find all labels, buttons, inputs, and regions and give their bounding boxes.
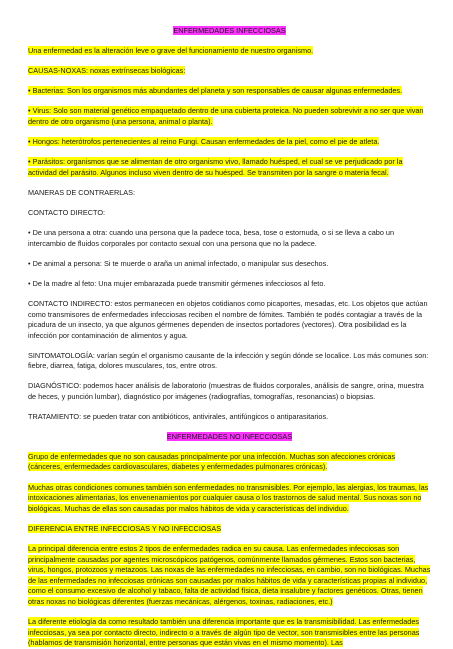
heading-maneras: MANERAS DE CONTRAERLAS: xyxy=(28,187,136,197)
paragraph-parasitos: • Parásitos: organismos que se alimentan de otro organismo vivo, llamado huésped, el cual se ve perjudicado por la actividad del parásito. Algunos incluso viven dentro de su huésped. Se transmiten por la sangre o materia fecal. xyxy=(28,157,403,177)
title-line xyxy=(28,26,431,37)
section-title-no-infecciosas: ENFERMEDADES NO INFECCIOSAS xyxy=(166,431,293,441)
paragraph-bacterias: • Bacterias: Son los organismos más abundantes del planeta y son responsables de causar algunas enfermedades. xyxy=(28,86,403,96)
paragraph-diagnostico: DIAGNÓSTICO: podemos hacer análisis de laboratorio (muestras de fluidos corporales, análisis de sangre, orina, muestra de heces, y punción lumbar), diagnóstico por imágenes (radiografías, tomografías, resonancias) o biopsias. xyxy=(28,381,424,402)
paragraph-sintomatologia: SINTOMATOLOGÍA: varían según el organismo causante de la infección y según dónde se localice. Los más comunes son: fiebre, diarrea, fatiga, dolores musculares, tos, entre otros. xyxy=(28,350,429,371)
heading-contacto-directo: CONTACTO DIRECTO: xyxy=(28,207,106,217)
paragraph-no-infecciosas: Grupo de enfermedades que no son causadas principalmente por una infección. Muchas son afecciones crónicas (cánceres, enfermedades cardiovasculares, diabetes y enfermedades pulmonares crónicas). xyxy=(28,451,396,472)
paragraph-contacto-indirecto: CONTACTO INDIRECTO: estos permanecen en objetos cotidianos como picaportes, mesadas, etc. Los objetos que actúan como transmisores de enfermedades infecciosas reciben el nombre de fómites. También te podés contagiar a través de la picadura de un insecto, ya que algunos gérmenes dependen de insectos portadores (vectores). Otra posibilidad es la infección por contaminación de alimentos y agua. xyxy=(28,298,428,340)
heading-diferencia: DIFERENCIA ENTRE INFECCIOSAS Y NO INFECCIOSAS xyxy=(28,523,222,533)
paragraph-diferencia: La principal diferencia entre estos 2 tipos de enfermedades radica en su causa. Las enfermedades infecciosas son principalmente causadas por agentes microscópicos patógenos, comúnmente llamados gérmenes. Estos son bacterias, virus, hongos, protozoos y metazoos. Las noxas de las enfermedades no infecciosas, en cambio, son no biológicas. Muchas de las enfermedades no infecciosas crónicas son causadas por malos hábitos de vida y características propias al individuo, como el consumo excesivo de alcohol y tabaco, falta de actividad física, dieta insalubre y factores genéticos. Otras, tienen otras noxas no biológicas diferentes (fuerzas mecánicas, alérgenos, toxinas, radiaciones, etc.) xyxy=(28,543,431,606)
paragraph-condiciones: Muchas otras condiciones comunes también son enfermedades no transmisibles. Por ejemplo, las alergias, los traumas, las intoxicaciones alimentarias, los envenenamientos por cualquier causa o los trastornos de salud mental. Sus noxas son no biológicas. Muchas de ellas son causadas por malos hábitos de vida y características del individuo. xyxy=(28,482,429,513)
paragraph-definition: Una enfermedad es la alteración leve o grave del funcionamiento de nuestro organismo. xyxy=(28,46,314,56)
paragraph-madre-feto: • De la madre al feto: Una mujer embarazada puede transmitir gérmenes infecciosos al feto. xyxy=(28,278,326,288)
paragraph-causas: CAUSAS-NOXAS: noxas extrínsecas biológicas: xyxy=(28,66,186,76)
paragraph-tratamiento: TRATAMIENTO: se pueden tratar con antibióticos, antivirales, antifúngicos o antiparasitarios. xyxy=(28,412,329,422)
paragraph-hongos: • Hongos: heterótrofos pertenecientes al reino Fungi. Causan enfermedades de la piel, como el pie de atleta. xyxy=(28,137,380,147)
paragraph-persona-persona: • De una persona a otra: cuando una persona que la padece toca, besa, tose o estornuda, o si se lleva a cabo un intercambio de fluidos corporales por contacto sexual con una persona que no la padece. xyxy=(28,228,395,248)
paragraph-animal-persona: • De animal a persona: Si te muerde o araña un animal infectado, o manipular sus desechos. xyxy=(28,258,329,268)
paragraph-etiologia: La diferente etiología da como resultado también una diferencia importante que es la transmisibilidad. Las enfermedades infecciosas, ya sea por contacto directo, indirecto o a través de algún tipo de vector, son transmisibles entre las personas (hablamos de transmisión horizontal, entre personas que están vivas en el mismo momento). Las xyxy=(28,616,420,648)
paragraph-virus: • Virus: Solo son material genético empaquetado dentro de una cubierta proteica. No pueden sobrevivir a no ser que vivan dentro de otro organismo (una persona, animal o planta). xyxy=(28,106,424,126)
title2-line xyxy=(28,432,431,443)
document-title: ENFERMEDADES INFECCIOSAS xyxy=(173,26,286,35)
